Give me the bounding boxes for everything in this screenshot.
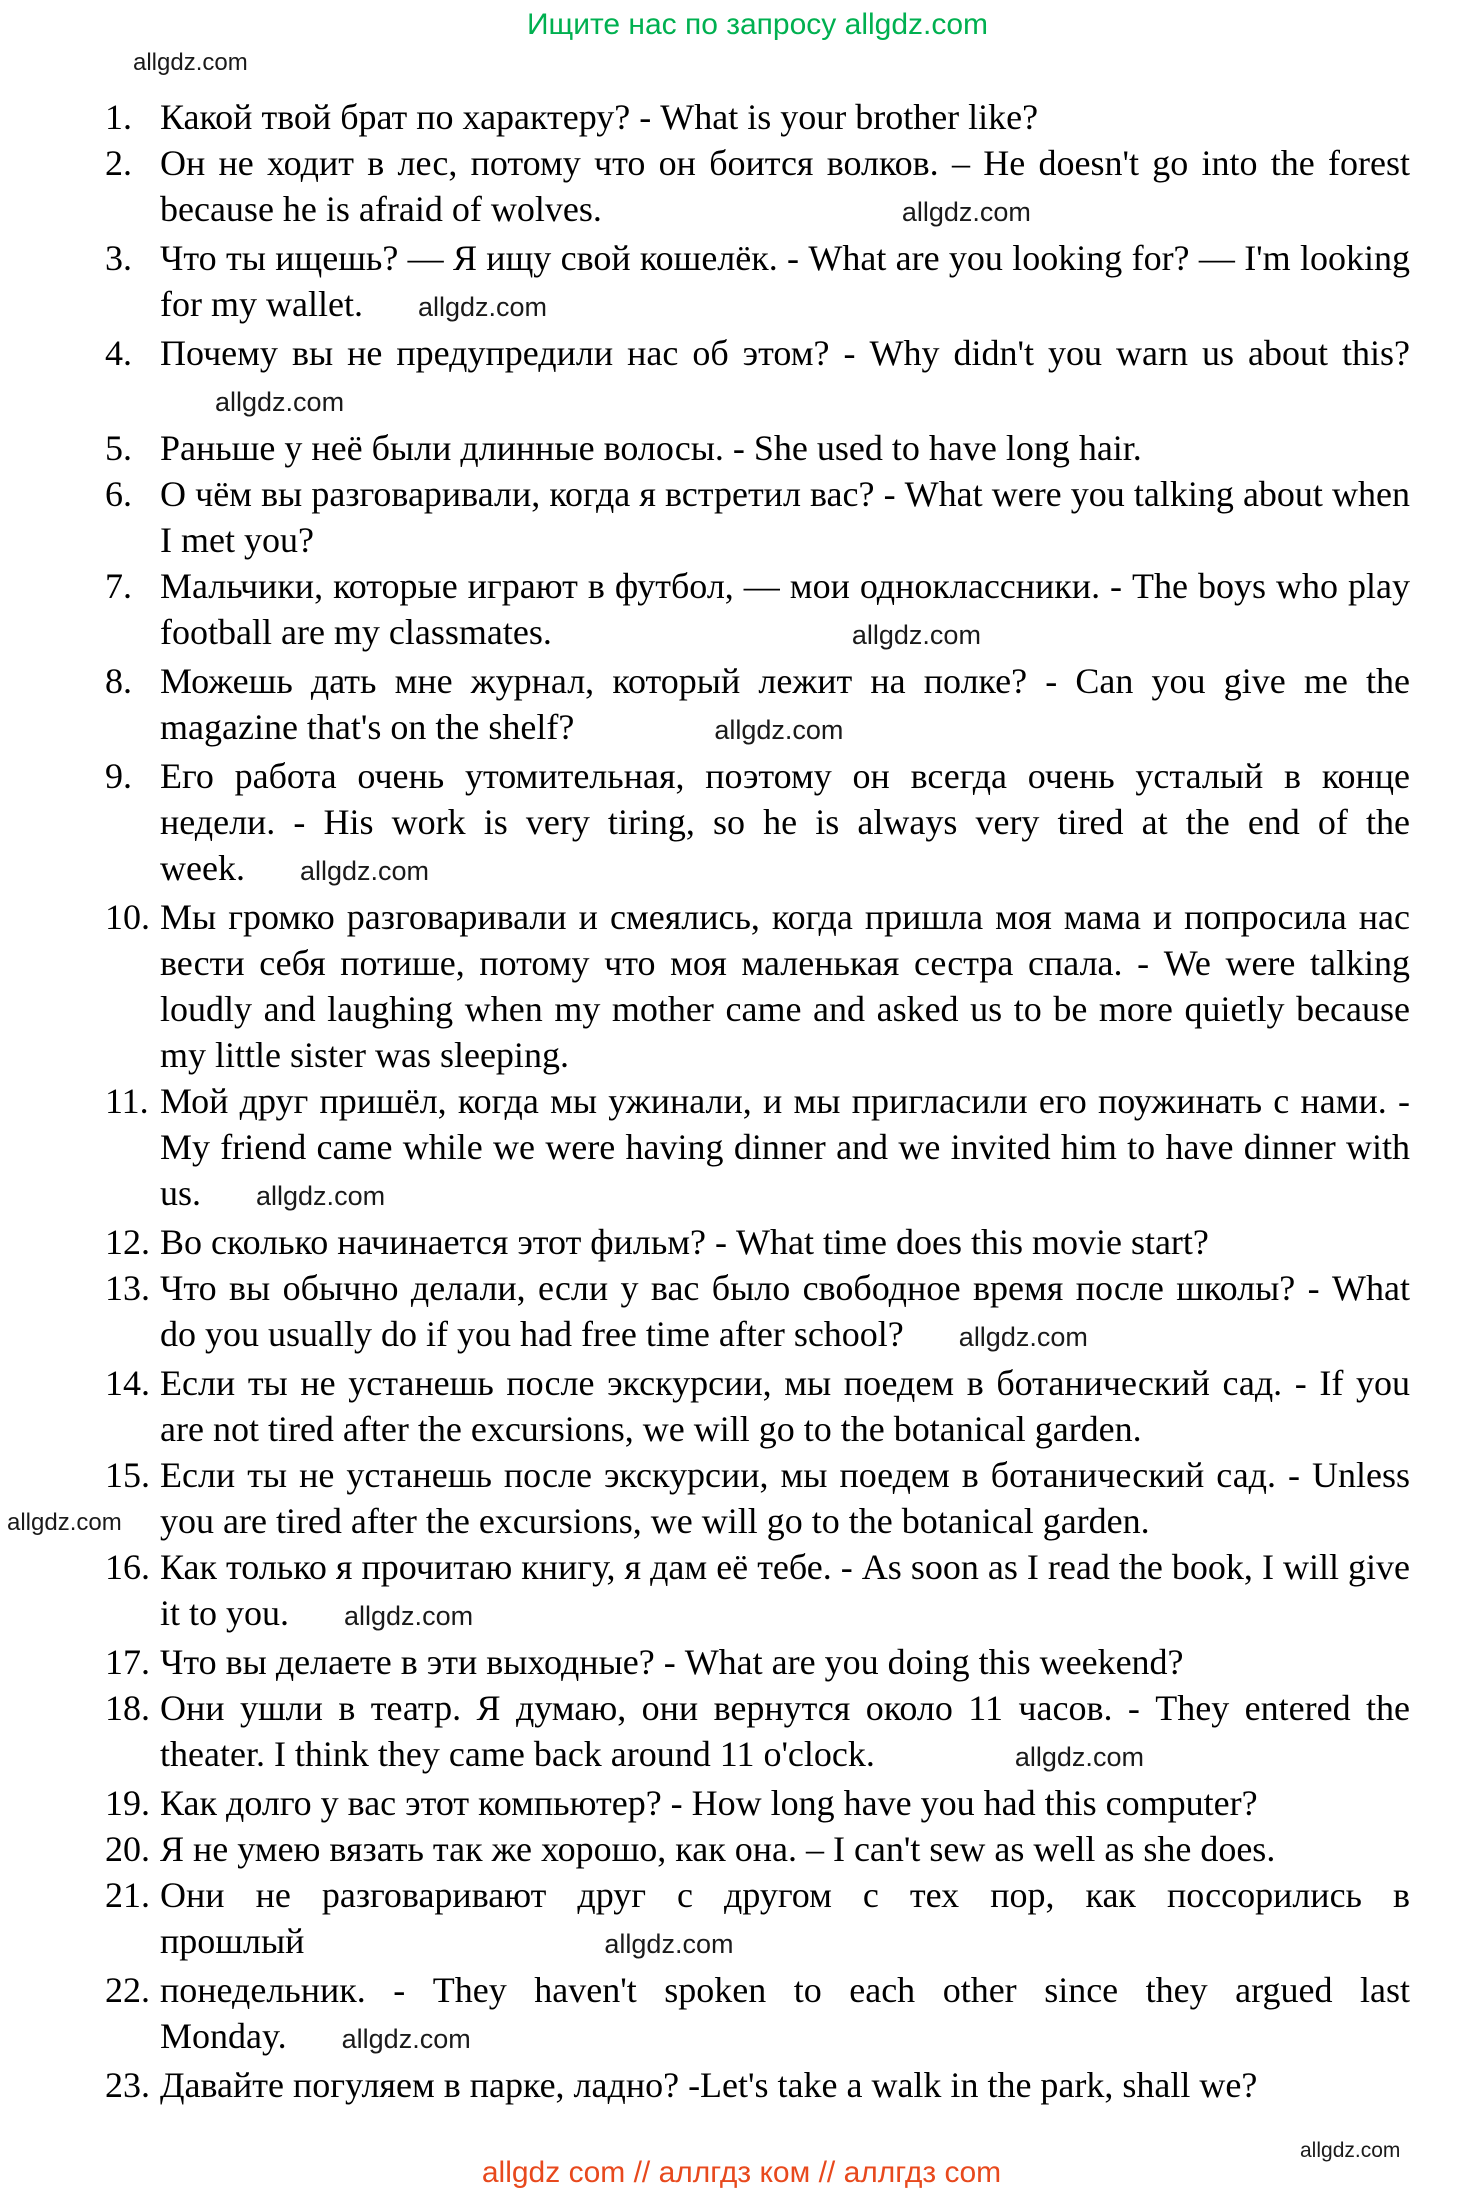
item-text: Почему вы не предупредили нас об этом? - Why didn't you warn us about this?	[160, 333, 1410, 373]
item-text: Они ушли в театр. Я думаю, они вернутся около 11 часов. - They entered the theater. I think they came back around 11 o'clock.	[160, 1688, 1410, 1774]
item-number: 15.	[105, 1455, 150, 1495]
watermark-left-margin: allgdz.com	[7, 1509, 122, 1536]
exercise-item	[105, 94, 1410, 140]
watermark-inline: allgdz.com	[417, 292, 548, 322]
exercise-item	[105, 235, 1410, 330]
item-number: 8.	[105, 661, 132, 701]
item-number: 5.	[105, 428, 132, 468]
watermark-top-left: allgdz.com	[133, 49, 248, 76]
item-number: 17.	[105, 1642, 150, 1682]
watermark-inline: allgdz.com	[901, 197, 1031, 227]
item-text: Во сколько начинается этот фильм? - What time does this movie start?	[160, 1222, 1209, 1262]
item-text: Мы громко разговаривали и смеялись, когда пришла моя мама и попросила нас вести себя потише, потому что моя маленькая сестра спала. - We were talking loudly and laughing when my mother came and asked us to be more quietly because my little sister was sleeping.	[160, 897, 1410, 1075]
exercise-list	[7, 94, 1410, 2108]
exercise-item	[105, 2062, 1410, 2108]
item-text: Как только я прочитаю книгу, я дам её тебе. - As soon as I read the book, I will give it to you.	[160, 1547, 1410, 1633]
watermark-inline: allgdz.com	[604, 1929, 734, 1959]
item-text: Что ты ищешь? — Я ищу свой кошелёк. - What are you looking for? — I'm looking for my wallet.	[160, 238, 1410, 324]
item-text: О чём вы разговаривали, когда я встретил вас? - What were you talking about when I met you?	[160, 474, 1410, 560]
item-text: Если ты не устанешь после экскурсии, мы поедем в ботанический сад. - If you are not tired after the excursions, we will go to the botanical garden.	[160, 1363, 1410, 1449]
exercise-item	[105, 1219, 1410, 1265]
watermark-bottom-right: allgdz.com	[1300, 2139, 1401, 2162]
exercise-item	[105, 425, 1410, 471]
exercise-item	[105, 1639, 1410, 1685]
item-text: Его работа очень утомительная, поэтому он всегда очень усталый в конце недели. - His work is very tiring, so he is always very tired at the end of the week.	[160, 756, 1410, 888]
item-number: 1.	[105, 97, 132, 137]
exercise-item	[105, 1685, 1410, 1780]
item-number: 12.	[105, 1222, 150, 1262]
item-number: 18.	[105, 1688, 150, 1728]
exercise-item	[105, 1780, 1410, 1826]
item-text: Если ты не устанешь после экскурсии, мы поедем в ботанический сад. - Unless you are tired after the excursions, we will go to the botanical garden.	[160, 1455, 1410, 1541]
item-number: 21.	[105, 1875, 150, 1915]
item-text: Давайте погуляем в парке, ладно? -Let's take a walk in the park, shall we?	[160, 2065, 1258, 2105]
promo-banner: Ищите нас по запросу allgdz.com	[526, 8, 989, 41]
item-text: Можешь дать мне журнал, который лежит на полке? - Can you give me the magazine that's on the shelf?	[160, 661, 1410, 747]
watermark-inline: allgdz.com	[1014, 1742, 1144, 1772]
watermark-inline: allgdz.com	[215, 387, 345, 417]
exercise-item	[105, 1078, 1410, 1219]
item-number: 19.	[105, 1783, 150, 1823]
item-number: 9.	[105, 756, 132, 796]
exercise-item	[105, 1872, 1410, 1967]
exercise-item	[7, 1452, 1410, 1544]
exercise-item	[105, 330, 1410, 425]
item-number: 10.	[105, 897, 150, 937]
exercise-item	[105, 753, 1410, 894]
exercise-item	[105, 1967, 1410, 2062]
exercise-item	[105, 471, 1410, 563]
item-text: понедельник. - They haven't spoken to each other since they argued last Monday.	[160, 1970, 1410, 2056]
item-text: Они не разговаривают друг с другом с тех пор, как поссорились в прошлый	[160, 1875, 1410, 1961]
watermark-inline: allgdz.com	[714, 715, 844, 745]
watermark-inline: allgdz.com	[299, 856, 430, 886]
item-number: 23.	[105, 2065, 150, 2105]
exercise-item	[105, 894, 1410, 1078]
watermark-inline: allgdz.com	[851, 620, 981, 650]
exercise-item	[105, 1265, 1410, 1360]
item-text: Что вы обычно делали, если у вас было свободное время после школы? - What do you usually do if you had free time after school?	[160, 1268, 1410, 1354]
exercise-item	[105, 1544, 1410, 1639]
exercise-item	[105, 1826, 1410, 1872]
item-number: 3.	[105, 238, 132, 278]
item-text: Раньше у неё были длинные волосы. - She used to have long hair.	[160, 428, 1142, 468]
item-text: Как долго у вас этот компьютер? - How long have you had this computer?	[160, 1783, 1258, 1823]
watermark-inline: allgdz.com	[958, 1322, 1088, 1352]
item-number: 11.	[105, 1081, 149, 1121]
watermark-inline: allgdz.com	[344, 1601, 474, 1631]
watermark-inline: allgdz.com	[256, 1181, 386, 1211]
item-text: Мальчики, которые играют в футбол, — мои одноклассники. - The boys who play football are my classmates.	[160, 566, 1410, 652]
item-number: 13.	[105, 1268, 150, 1308]
footer-line: allgdz com // аллгдз ком // аллгдз com	[481, 2156, 1002, 2189]
item-text: Что вы делаете в эти выходные? - What are you doing this weekend?	[160, 1642, 1184, 1682]
exercise-item	[105, 658, 1410, 753]
item-number: 16.	[105, 1547, 150, 1587]
exercise-item	[105, 140, 1410, 235]
item-text: Мой друг пришёл, когда мы ужинали, и мы пригласили его поужинать с нами. - My friend came while we were having dinner and we invited him to have dinner with us.	[160, 1081, 1410, 1213]
item-number: 4.	[105, 333, 132, 373]
exercise-item	[105, 563, 1410, 658]
item-number: 22.	[105, 1970, 150, 2010]
watermark-inline: allgdz.com	[341, 2024, 471, 2054]
item-text: Он не ходит в лес, потому что он боится волков. – He doesn't go into the forest because he is afraid of wolves.	[160, 143, 1410, 229]
item-text: Какой твой брат по характеру? - What is your brother like?	[160, 97, 1039, 137]
exercise-item	[105, 1360, 1410, 1452]
item-number: 2.	[105, 143, 132, 183]
item-number: 6.	[105, 474, 132, 514]
item-number: 7.	[105, 566, 132, 606]
item-number: 14.	[105, 1363, 150, 1403]
item-number: 20.	[105, 1829, 150, 1869]
item-text: Я не умею вязать так же хорошо, как она. – I can't sew as well as she does.	[160, 1829, 1276, 1869]
